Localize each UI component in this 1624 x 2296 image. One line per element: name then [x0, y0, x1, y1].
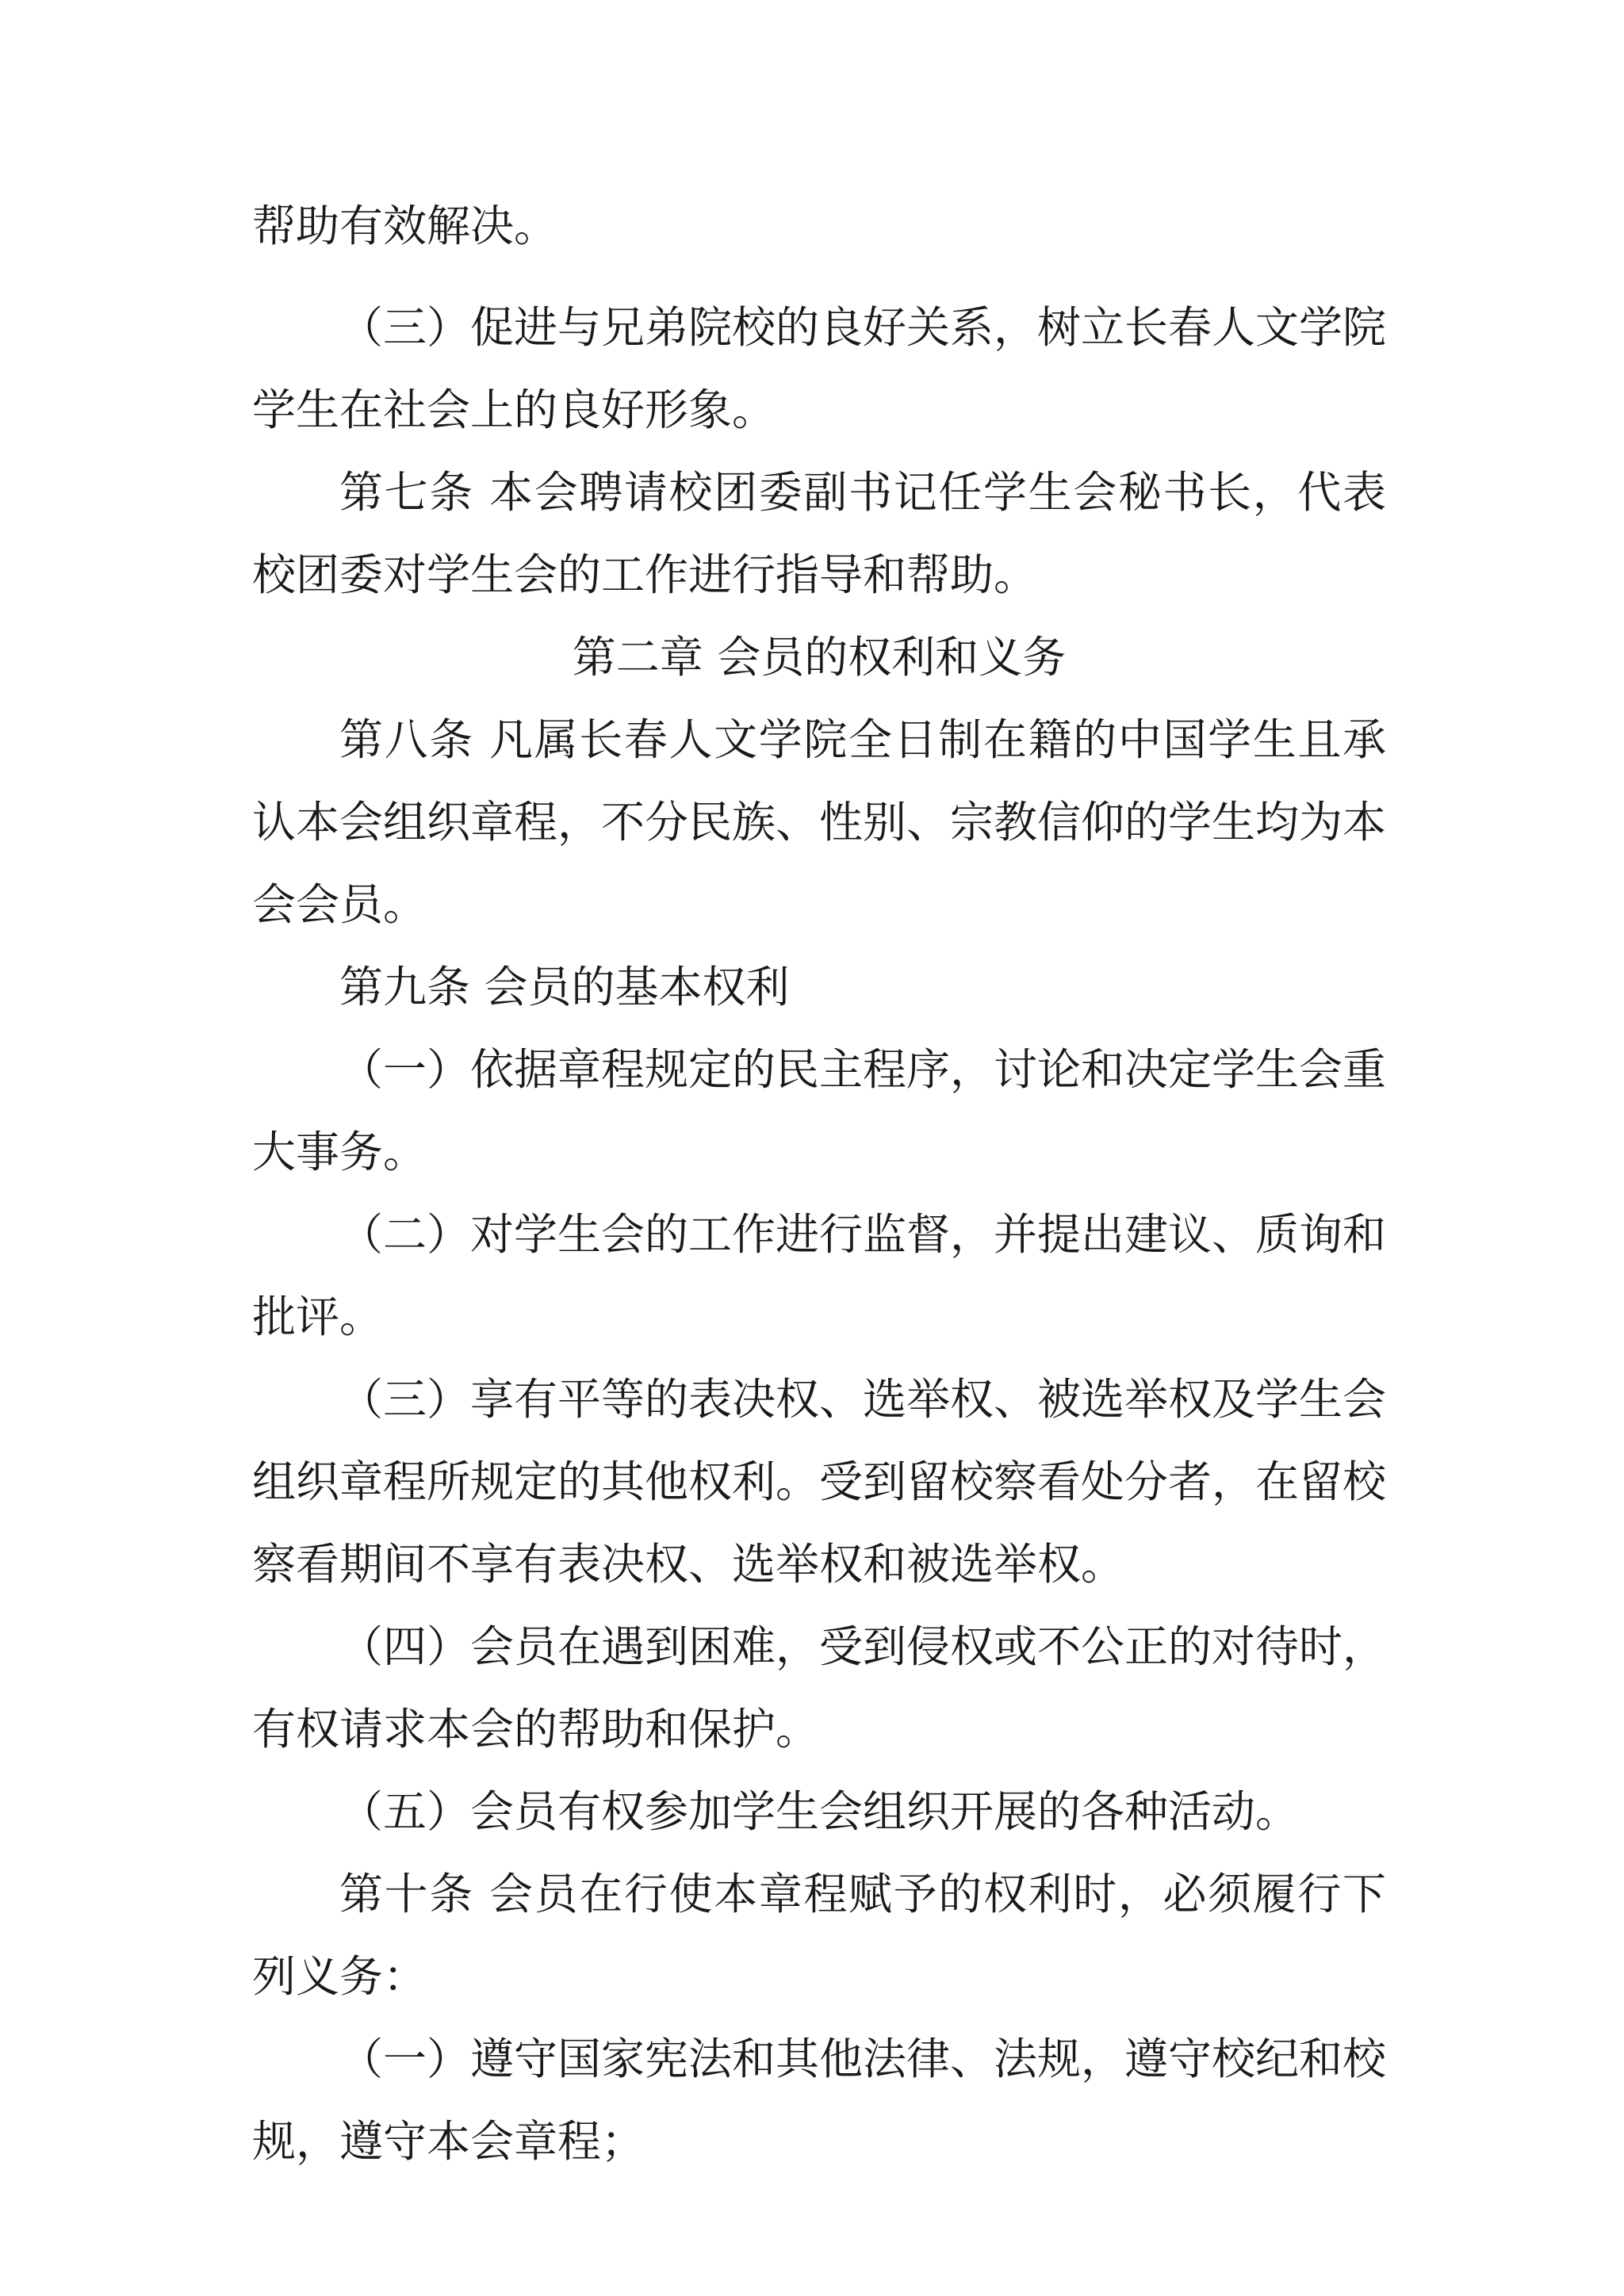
text-line: 有权请求本会的帮助和保护。: [252, 1704, 820, 1755]
article-9-line: 第九条 会员的基本权利: [339, 962, 790, 1012]
text-line: 规，遵守本会章程；: [252, 2116, 645, 2167]
text-line: 察看期间不享有表决权、选举权和被选举权。: [252, 1539, 1125, 1590]
text-line: 帮助有效解决。: [252, 201, 558, 251]
text-line: 组织章程所规定的其他权利。受到留校察看处分者，在留校: [252, 1456, 1387, 1507]
text-line: 校团委对学生会的工作进行指导和帮助。: [252, 549, 1038, 600]
text-line: 会会员。: [252, 879, 427, 930]
chapter-heading: 第二章 会员的权利和义务: [572, 632, 1067, 683]
text-line: （二）对学生会的工作进行监督，并提出建议、质询和: [339, 1209, 1387, 1260]
text-line: （四）会员在遇到困难，受到侵权或不公正的对待时，: [339, 1621, 1387, 1672]
text-line: 认本会组织章程，不分民族、性别、宗教信仰的学生均为本: [252, 797, 1387, 848]
text-line: （五）会员有权参加学生会组织开展的各种活动。: [339, 1786, 1300, 1837]
article-7-line: 第七条 本会聘请校团委副书记任学生会秘书长，代表: [339, 467, 1386, 518]
article-8-line: 第八条 凡属长春人文学院全日制在籍的中国学生且承: [339, 714, 1386, 765]
text-line: 大事务。: [252, 1127, 427, 1177]
text-line: （三）促进与兄弟院校的良好关系，树立长春人文学院: [339, 302, 1387, 353]
text-line: 学生在社会上的良好形象。: [252, 385, 776, 435]
text-line: （一）遵守国家宪法和其他法律、法规，遵守校纪和校: [339, 2034, 1387, 2084]
text-line: （三）享有平等的表决权、选举权、被选举权及学生会: [339, 1374, 1387, 1425]
text-line: 列义务：: [252, 1951, 427, 2002]
article-10-line: 第十条 会员在行使本章程赋予的权利时，必须履行下: [339, 1869, 1386, 1919]
text-line: 批评。: [252, 1292, 384, 1342]
text-line: （一）依据章程规定的民主程序，讨论和决定学生会重: [339, 1044, 1387, 1095]
